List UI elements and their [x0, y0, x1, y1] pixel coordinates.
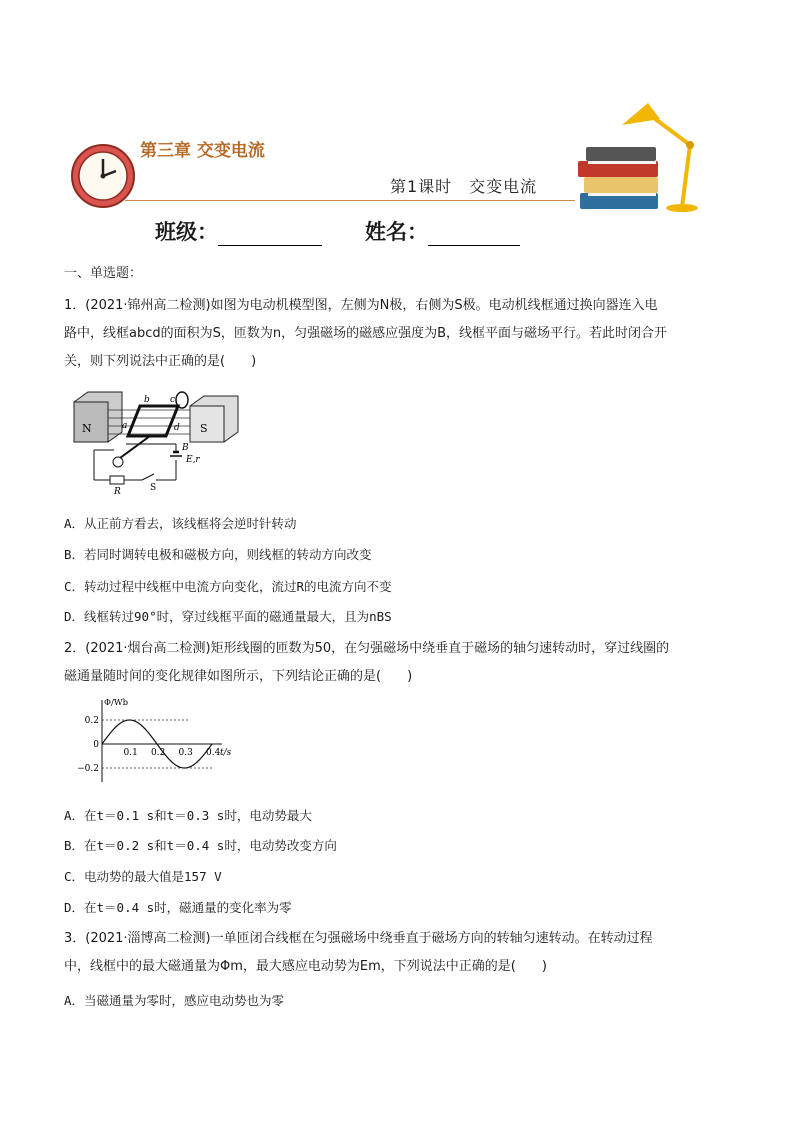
- class-blank[interactable]: [218, 225, 322, 246]
- name-label: 姓名：: [365, 220, 428, 244]
- q1-option-b: B．若同时调转电极和磁极方向，则线框的转动方向改变: [64, 547, 372, 562]
- x-tick-label: 0.4: [206, 748, 221, 758]
- section-heading: 一、单选题：: [64, 266, 143, 281]
- q3-line: 3．(2021·淄博高二检测)一单匝闭合线框在匀强磁场中绕垂直于磁场方向的转轴匀速转动。在转动过程: [64, 931, 653, 946]
- q2-option-a: A．在t＝0.1 s和t＝0.3 s时，电动势最大: [64, 808, 312, 823]
- y-tick-label: 0.2: [84, 716, 99, 726]
- lesson-title: 第1课时 交变电流: [390, 177, 538, 196]
- flux-chart: [72, 694, 232, 784]
- q1-option-d: D．线框转过90°时，穿过线框平面的磁通量最大，且为nBS: [64, 609, 392, 624]
- q2-option-d: D．在t＝0.4 s时，磁通量的变化率为零: [64, 900, 292, 915]
- chapter-title: 第三章 交变电流: [140, 141, 265, 161]
- name-blank[interactable]: [428, 225, 520, 246]
- q1-stem: [64, 292, 734, 376]
- name-field: [365, 216, 520, 246]
- q2-stem: [64, 635, 734, 691]
- q1-option-a: A．从正前方看去，该线框将会逆时针转动: [64, 516, 297, 531]
- q1-line: 关，则下列说法中正确的是( ): [64, 354, 257, 369]
- fig1-label-c: c: [170, 395, 176, 405]
- fig1-label-b: b: [144, 395, 150, 405]
- q1-line: 1．(2021·锦州高二检测)如图为电动机模型图，左侧为N极，右侧为S极。电动机线框通过换向器连入电: [64, 298, 658, 313]
- y-tick-label: −0.2: [77, 764, 99, 774]
- x-tick-label: 0.3: [178, 748, 193, 758]
- q3-option-a: A．当磁通量为零时，感应电动势也为零: [64, 993, 285, 1008]
- fig1-label-e: E,r: [186, 455, 200, 465]
- q2-option-b: B．在t＝0.2 s和t＝0.4 s时，电动势改变方向: [64, 838, 337, 853]
- y-tick-label: 0: [93, 740, 99, 750]
- q1-option-c: C．转动过程中线框中电流方向变化，流过R的电流方向不变: [64, 579, 392, 594]
- class-label: 班级：: [155, 220, 218, 244]
- fig1-label-s: S: [200, 422, 208, 435]
- books-lamp-icon: [570, 95, 720, 215]
- q2-line: 2．(2021·烟台高二检测)矩形线圈的匝数为50，在匀强磁场中绕垂直于磁场的轴匀速转动时，穿过线圈的: [64, 641, 670, 656]
- fig1-label-switch: S: [150, 483, 157, 493]
- x-axis-label: t/s: [220, 748, 232, 758]
- q2-option-c: C．电动势的最大值是157 V: [64, 869, 222, 884]
- q3-line: 中，线框中的最大磁通量为Φm，最大感应电动势为Em，下列说法中正确的是( ): [64, 959, 547, 974]
- x-tick-label: 0.2: [151, 748, 166, 758]
- q2-line: 磁通量随时间的变化规律如图所示，下列结论正确的是( ): [64, 669, 413, 684]
- y-axis-label: Φ/Wb: [104, 698, 129, 708]
- x-tick-label: 0.1: [123, 748, 138, 758]
- q1-line: 路中，线框abcd的面积为S，匝数为n，匀强磁场的磁感应强度为B，线框平面与磁场平行。若此时闭合开: [64, 326, 668, 341]
- class-field: [155, 216, 322, 246]
- header-divider: [125, 200, 575, 201]
- motor-figure: [70, 388, 250, 498]
- fig1-label-r: R: [114, 487, 121, 497]
- q3-stem: [64, 925, 734, 981]
- fig1-label-bfield: B: [182, 443, 189, 453]
- fig1-label-n: N: [82, 422, 92, 435]
- fig1-label-d: d: [174, 423, 180, 433]
- fig1-label-a: a: [122, 421, 128, 431]
